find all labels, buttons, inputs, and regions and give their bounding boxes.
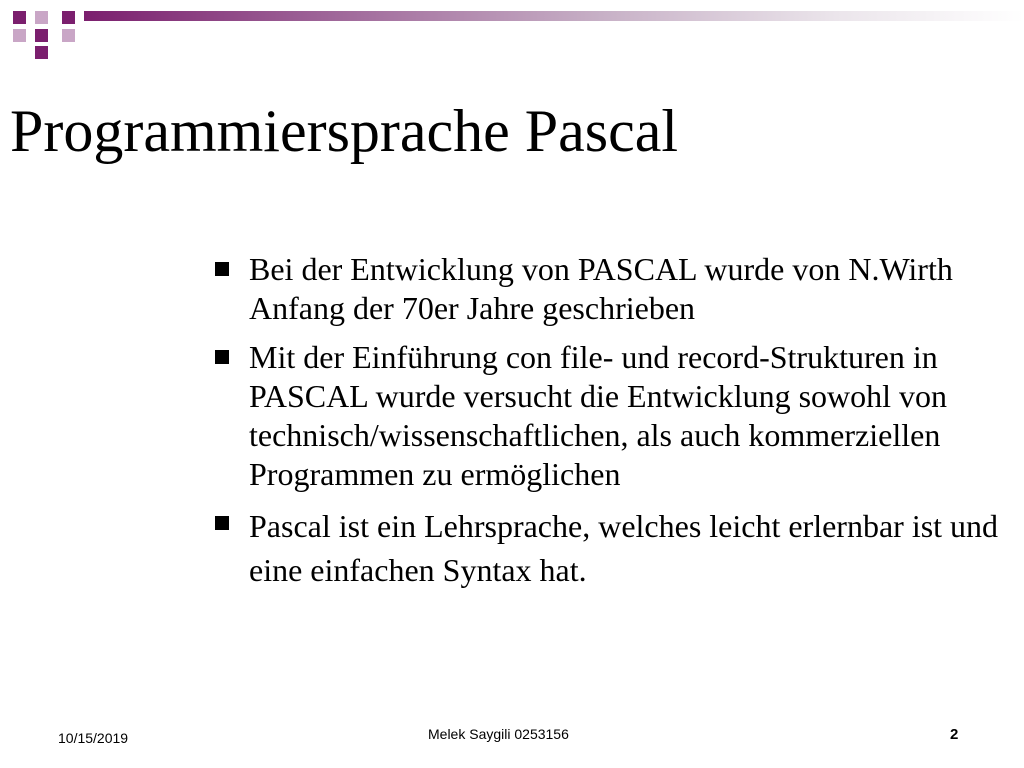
footer-date: 10/15/2019 <box>58 730 129 746</box>
checker-square <box>62 29 75 42</box>
checker-square <box>35 11 48 24</box>
checker-square <box>35 29 48 42</box>
checker-square <box>35 46 48 59</box>
slide-title: Programmiersprache Pascal <box>10 98 679 164</box>
bullet-square-icon <box>215 516 229 530</box>
list-item <box>212 504 1002 592</box>
bullet-text: Pascal ist ein Lehrsprache, welches leicht erlernbar ist und eine einfachen Syntax hat. <box>249 508 999 588</box>
list-item <box>212 250 1002 328</box>
header-gradient-band <box>84 11 1024 21</box>
page-number: 2 <box>950 726 959 743</box>
bullet-text: Bei der Entwicklung von PASCAL wurde von N.Wirth Anfang der 70er Jahre geschrieben <box>249 251 953 326</box>
checker-square <box>62 11 75 24</box>
checker-square <box>13 11 26 24</box>
list-item <box>212 338 1002 494</box>
checker-square <box>13 29 26 42</box>
bullet-square-icon <box>215 262 229 276</box>
bullet-text: Mit der Einführung con file- und record-Strukturen in PASCAL wurde versucht die Entwicklung sowohl von technisch/wissenschaftlichen, als auch kommerziellen Programmen zu ermöglichen <box>249 339 948 492</box>
bullet-square-icon <box>215 350 229 364</box>
footer-author: Melek Saygili 0253156 <box>428 726 569 742</box>
bullet-list <box>212 250 1002 602</box>
